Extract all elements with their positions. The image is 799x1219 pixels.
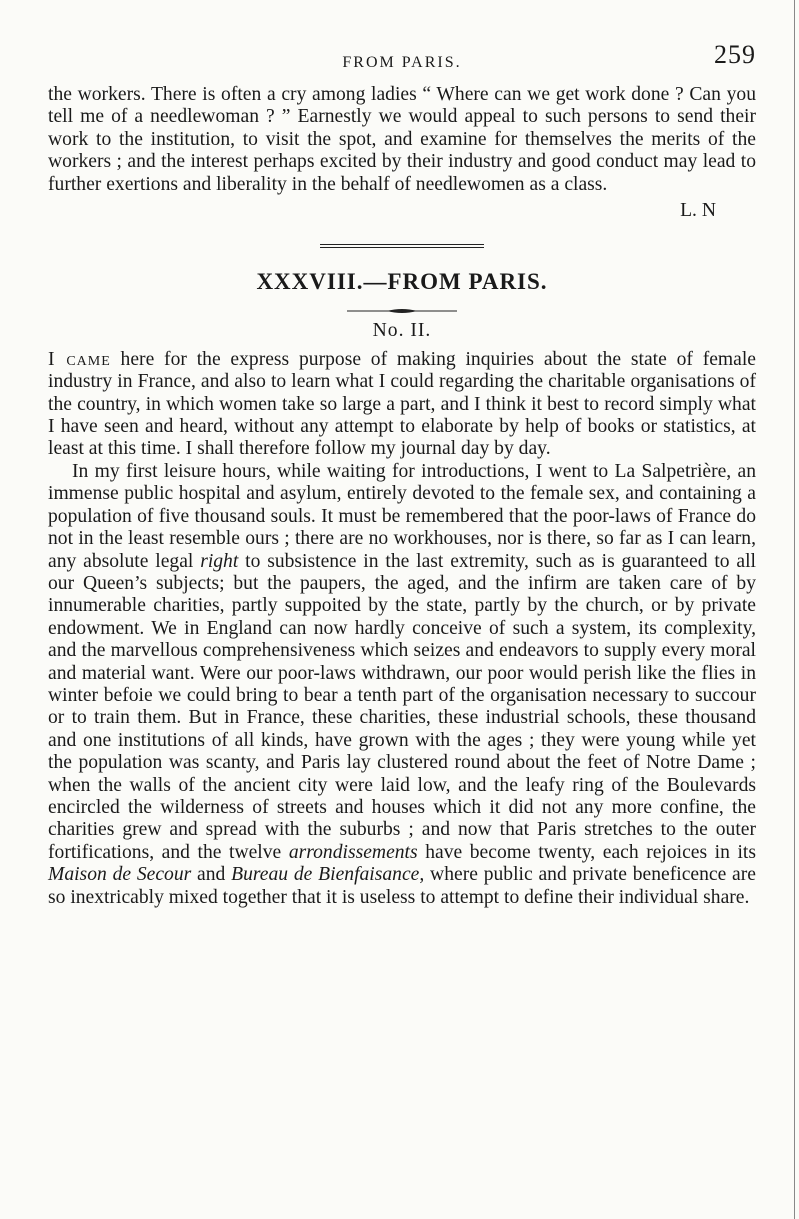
p2-italic-bureau: Bureau de Bienfaisance, bbox=[231, 864, 425, 886]
chapter-subtitle: No. II. bbox=[372, 320, 432, 342]
page-number: 259 bbox=[714, 40, 756, 69]
running-header bbox=[48, 40, 756, 84]
body-paragraph-2 bbox=[48, 461, 756, 909]
ornament-rule bbox=[347, 308, 457, 314]
intro-paragraph: the workers. There is often a cry among ladies “ Where can we get work done ? Can you tell me of a needlewoman ? ” Earnestly we would appeal to such persons to send their work to the institution, to visit the spot, and examine for themselves the merits of the workers ; and the interest perhaps excited by their industry and good conduct may lead to further exertions and liberality in the behalf of needlewomen as a class. bbox=[48, 84, 756, 195]
p2-text-d: where public and private beneficence are so inextricably mixed together that it is useless to attempt to define their individual share. bbox=[48, 864, 756, 908]
p2-text-c: have become twenty, each rejoices in its bbox=[417, 841, 757, 863]
p2-text-b: to subsistence in the last extremity, such as is guaranteed to all our Queen’s subjects; but the paupers, the aged, and the infirm are taken care of by innumerable charities, partly suppoited by the state, partly by the church, or by private endowment. We in England can now hardly conceive of such a system, its complexity, and the marvellous comprehensiveness which seizes and endeavors to supply every moral and material want. Were our poor-laws withdrawn, our poor would perish like the flies in winter befoie we could bring to bear a tenth part of the organisation necessary to succour or to train them. But in France, these charities, these industrial schools, these thousand and one institutions of all kinds, have grown with the ages ; they were young while yet the population was scanty, and Paris lay clustered round about the feet of Notre Dame ; when the walls of the ancient city were laid low, and the leafy ring of the Boulevards encircled the wilderness of streets and houses which it did not any more confine, the charities grew and spread with the suburbs ; and now that Paris stretches to the outer fortifications, and the twelve bbox=[48, 550, 756, 863]
section-divider bbox=[320, 244, 484, 248]
p2-text-a: In my first leisure hours, while waiting for introductions, I went to La Salpetrière, an immense public hospital and asylum, entirely devoted to the female sex, and containing a population of five thousand souls. It must be remembered that the poor-laws of France do not in the least resemble ours ; there are no workhouses, nor is there, so far as I can learn, any absolute legal bbox=[48, 460, 756, 572]
body-paragraph-1 bbox=[48, 349, 756, 461]
p2-italic-arrondissements: arrondissements bbox=[288, 841, 418, 863]
page-edge-line bbox=[794, 0, 795, 1219]
dropcap-words: I came bbox=[48, 348, 111, 370]
author-signature: L. N bbox=[680, 200, 716, 222]
p2-italic-right: right bbox=[200, 550, 239, 572]
p2-italic-maison: Maison de Secour bbox=[48, 864, 192, 886]
running-title: FROM PARIS. bbox=[342, 54, 462, 71]
chapter-title: XXXVIII.—FROM PARIS. bbox=[256, 269, 548, 295]
p2-text-and: and bbox=[191, 864, 232, 886]
body-paragraph-1-text: here for the express purpose of making inquiries about the state of female industry in France, and also to learn what I could regarding the charitable organisations of the country, in which women take so large a part, and I think it best to record simply what I have seen and heard, without any attempt to elaborate by help of books or statistics, at least at this time. I shall therefore follow my journal day by day. bbox=[48, 348, 756, 460]
book-page bbox=[48, 0, 756, 909]
